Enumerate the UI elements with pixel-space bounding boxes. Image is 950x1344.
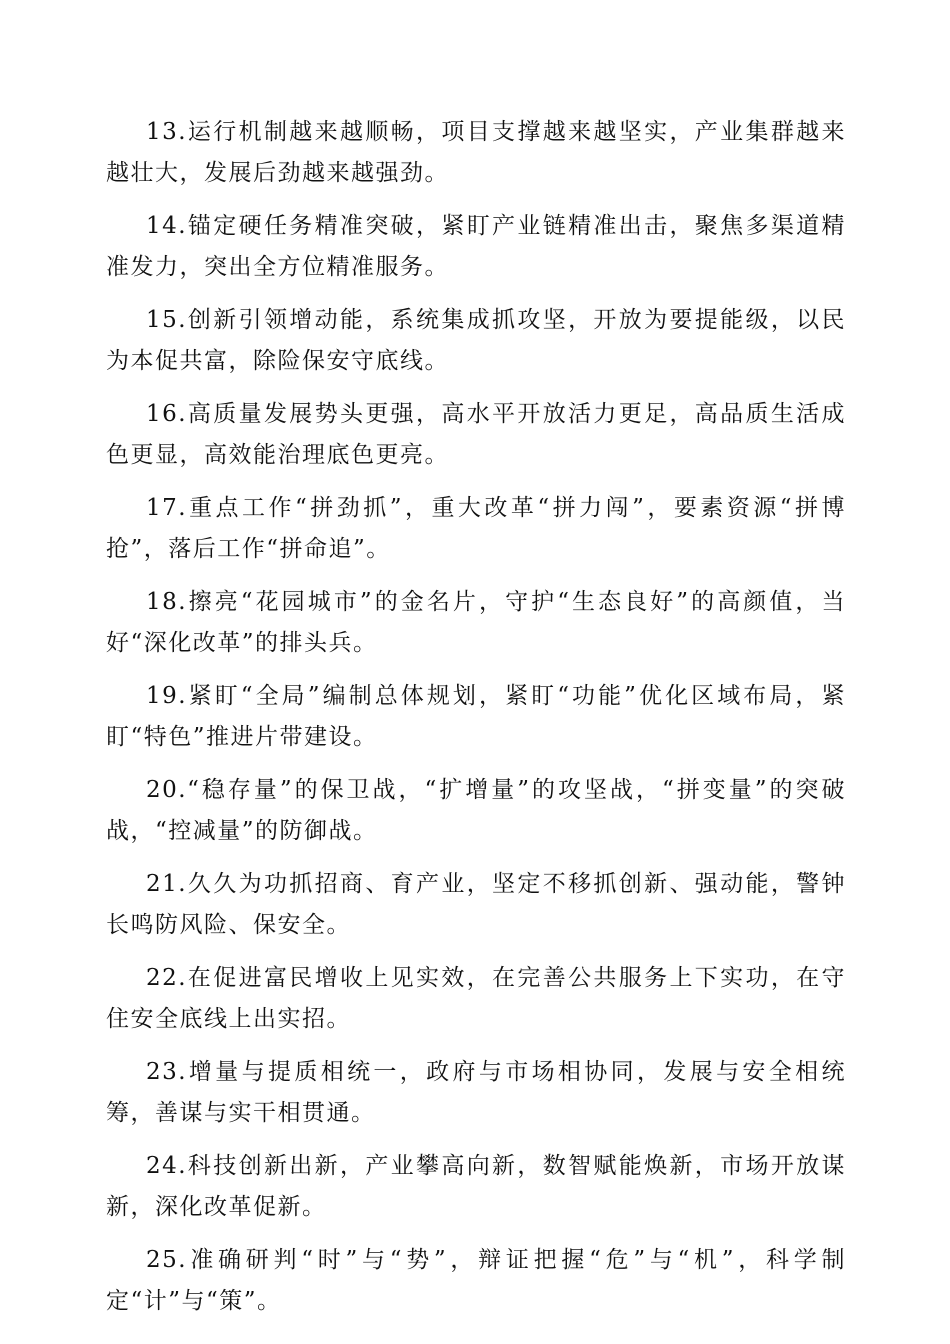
paragraph-17: 17.重点工作“拼劲抓”，重大改革“拼力闯”，要素资源“拼博抢”，落后工作“拼命追”。 xyxy=(106,495,846,562)
paragraph-23: 23.增量与提质相统一，政府与市场相协同，发展与安全相统筹，善谋与实干相贯通。 xyxy=(106,1059,846,1126)
paragraph-24: 24.科技创新出新，产业攀高向新，数智赋能焕新，市场开放谋新，深化改革促新。 xyxy=(106,1153,846,1220)
paragraph-16: 16.高质量发展势头更强，高水平开放活力更足，高品质生活成色更显，高效能治理底色更亮。 xyxy=(106,401,846,468)
paragraph-13: 13.运行机制越来越顺畅，项目支撑越来越坚实，产业集群越来越壮大，发展后劲越来越强劲。 xyxy=(106,119,846,186)
paragraph-14: 14.锚定硬任务精准突破，紧盯产业链精准出击，聚焦多渠道精准发力，突出全方位精准服务。 xyxy=(106,213,846,280)
paragraph-18: 18.擦亮“花园城市”的金名片，守护“生态良好”的高颜值，当好“深化改革”的排头兵。 xyxy=(106,589,846,656)
paragraph-15: 15.创新引领增动能，系统集成抓攻坚，开放为要提能级，以民为本促共富，除险保安守底线。 xyxy=(106,307,846,374)
paragraph-20: 20.“稳存量”的保卫战，“扩增量”的攻坚战，“拼变量”的突破战，“控减量”的防御战。 xyxy=(106,777,846,844)
paragraph-19: 19.紧盯“全局”编制总体规划，紧盯“功能”优化区域布局，紧盯“特色”推进片带建设。 xyxy=(106,683,846,750)
document-body xyxy=(106,112,846,1334)
paragraph-25: 25.准确研判“时”与“势”，辩证把握“危”与“机”，科学制定“计”与“策”。 xyxy=(106,1247,846,1314)
paragraph-22: 22.在促进富民增收上见实效，在完善公共服务上下实功，在守住安全底线上出实招。 xyxy=(106,965,846,1032)
paragraph-21: 21.久久为功抓招商、育产业，坚定不移抓创新、强动能，警钟长鸣防风险、保安全。 xyxy=(106,871,846,938)
